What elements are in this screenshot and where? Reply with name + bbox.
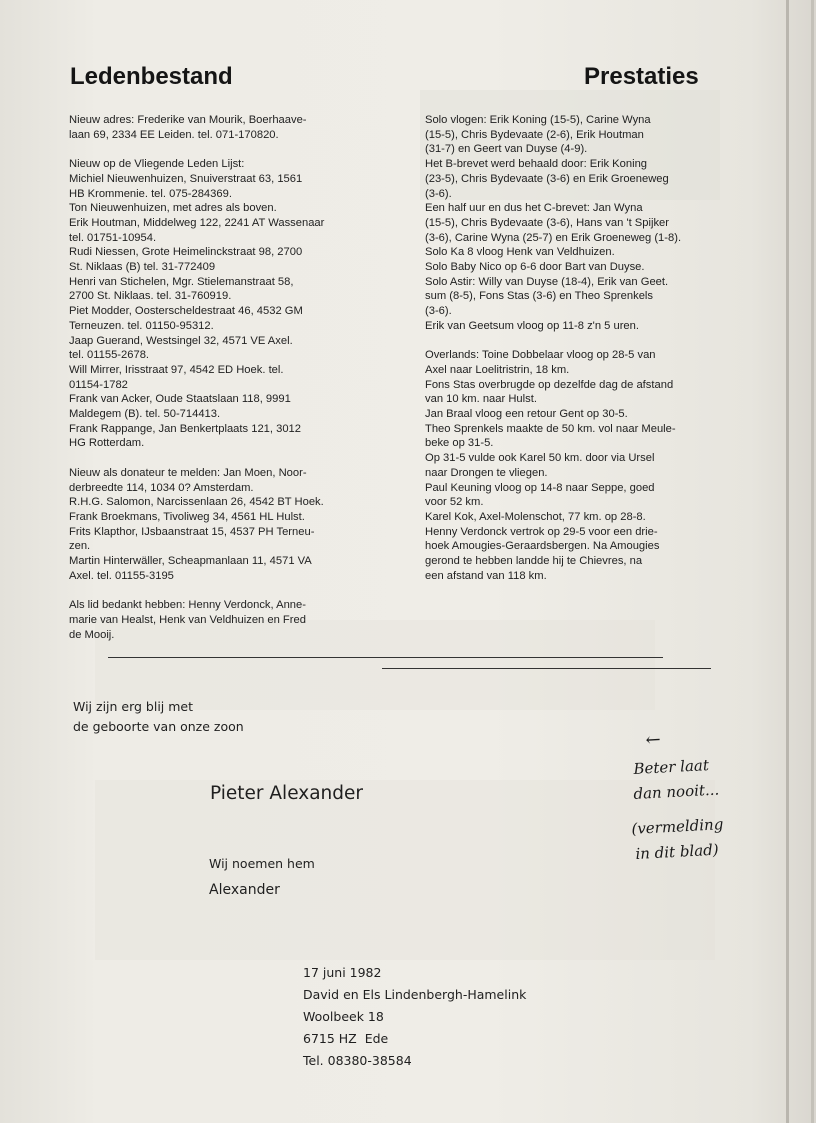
text-line: Frank Broekmans, Tivoliweg 34, 4561 HL Hulst. [69,510,305,523]
cross-country-paragraph [425,348,745,583]
text-line: Solo vlogen: Erik Koning (15-5), Carine Wyna [425,114,651,126]
handwritten-note-line: dan nooit... [633,780,720,803]
text-line: Nieuw als donateur te melden: Jan Moen, Noor- [69,466,307,479]
text-line: een afstand van 118 km. [425,569,547,582]
handwritten-arrow: ← [645,729,662,751]
text-line: de Mooij. [69,628,115,641]
text-line: hoek Amougies-Geraardsbergen. Na Amougies [425,540,660,553]
handwritten-note-line: (vermelding [631,815,724,838]
text-line: Jan Braal vloog een retour Gent op 30-5. [425,408,628,421]
text-line: tel. 01155-2678. [69,349,150,362]
text-line: (15-5), Chris Bydevaate (2-6), Erik Houtman [425,128,644,141]
birth-announcement-intro [73,697,244,737]
text-line: Solo Astir: Willy van Duyse (18-4), Erik van Geet. [425,275,669,288]
text-line: HG Rotterdam. [69,437,145,450]
text-line: Frits Klapthor, IJsbaanstraat 15, 4537 PH Terneu- [69,525,315,538]
text-line: sum (8-5), Fons Stas (3-6) en Theo Sprenkels [425,290,653,303]
call-name: Alexander [209,882,280,898]
new-donors-paragraph [69,466,375,584]
text-line: (3-6). [425,187,452,200]
text-line: beke op 31-5. [425,437,494,450]
resigned-members-paragraph [69,598,375,642]
text-line: Erik van Geetsum vloog op 11-8 z'n 5 uren. [425,319,639,332]
text-line: Piet Modder, Oosterscheldestraat 46, 4532 GM [69,305,303,318]
text-line: marie van Healst, Henk van Veldhuizen en Fred [69,613,306,626]
street-address: Woolbeek 18 [303,1009,384,1024]
birth-date: 17 juni 1982 [303,965,382,980]
separator-rule [108,657,663,658]
text-line: R.H.G. Salomon, Narcissenlaan 26, 4542 BT Hoek. [69,496,324,509]
announcement-footer [303,962,526,1072]
text-line: Karel Kok, Axel-Molenschot, 77 km. op 28-8. [425,510,646,523]
text-line: laan 69, 2334 EE Leiden. tel. 071-170820. [69,128,279,141]
text-line: 2700 St. Niklaas. tel. 31-760919. [69,290,232,303]
text-line: voor 52 km. [425,496,484,509]
text-line: Nieuw adres: Frederike van Mourik, Boerhaave- [69,114,307,126]
text-line: Nieuw op de Vliegende Leden Lijst: [69,158,245,171]
text-line: Martin Hinterwäller, Scheapmanlaan 11, 4571 VA [69,555,312,568]
text-line: (15-5), Chris Bydevaate (3-6), Hans van 't Spijker [425,216,670,229]
text-line: HB Krommenie. tel. 075-284369. [69,187,232,200]
text-line: Het B-brevet werd behaald door: Erik Koning [425,158,648,171]
text-line: derbreedte 114, 1034 0? Amsterdam. [69,481,254,494]
text-line: Een half uur en dus het C-brevet: Jan Wyna [425,202,643,215]
text-line: Maldegem (B). tel. 50-714413. [69,408,221,421]
text-line: Solo Baby Nico op 6-6 door Bart van Duyse. [425,261,645,274]
announcement-line: Wij zijn erg blij met [73,699,194,714]
text-line: Frank Rappange, Jan Benkertplaats 121, 3012 [69,422,301,435]
text-line: Terneuzen. tel. 01150-95312. [69,319,214,332]
postal-address: 6715 HZ Ede [303,1031,389,1046]
text-line: Axel. tel. 01155-3195 [69,569,174,582]
text-line: van 10 km. naar Hulst. [425,393,537,406]
text-line: (3-6). [425,305,452,318]
text-line: Paul Keuning vloog op 14-8 naar Seppe, goed [425,481,655,494]
text-line: Theo Sprenkels maakte de 50 km. vol naar Meule- [425,422,676,435]
section-heading-ledenbestand: Ledenbestand [70,63,233,90]
text-line: Solo Ka 8 vloog Henk van Veldhuizen. [425,246,615,259]
text-line: Henny Verdonck vertrok op 29-5 voor een drie- [425,525,658,538]
phone-number: Tel. 08380-38584 [303,1053,412,1068]
text-line: (3-6), Carine Wyna (25-7) en Erik Groeneweg (1-8). [425,231,682,244]
text-line: Axel naar Loelitristrin, 18 km. [425,363,570,376]
new-members-paragraph [69,157,375,451]
text-line: gerond te hebben landde hij te Chievres, na [425,555,643,568]
text-line: zen. [69,540,91,553]
text-line: Ton Nieuwenhuizen, met adres als boven. [69,202,277,215]
prestaties-column [425,113,745,598]
text-line: (31-7) en Geert van Duyse (4-9). [425,143,588,156]
parents-names: David en Els Lindenbergh-Hamelink [303,987,527,1002]
text-line: Henri van Stichelen, Mgr. Stielemanstraat 58, [69,275,294,288]
text-line: Erik Houtman, Middelweg 122, 2241 AT Wassenaar [69,216,325,229]
text-line: tel. 01751-10954. [69,231,157,244]
text-line: Rudi Niessen, Grote Heimelinckstraat 98, 2700 [69,246,303,259]
ledenbestand-column [69,113,375,657]
handwritten-note-line: in dit blad) [635,840,720,863]
text-line: 01154-1782 [69,378,128,391]
text-line: Op 31-5 vulde ook Karel 50 km. door via Ursel [425,452,655,465]
text-line: (23-5), Chris Bydevaate (3-6) en Erik Groeneweg [425,172,669,185]
text-line: Overlands: Toine Dobbelaar vloog op 28-5 van [425,349,656,362]
text-line: St. Niklaas (B) tel. 31-772409 [69,261,216,274]
separator-rule [382,668,711,669]
solo-flights-paragraph [425,113,745,334]
text-line: Frank van Acker, Oude Staatslaan 118, 9991 [69,393,291,406]
announcement-line: de geboorte van onze zoon [73,719,244,734]
text-line: Will Mirrer, Irisstraat 97, 4542 ED Hoek. tel. [69,363,284,376]
text-line: Als lid bedankt hebben: Henny Verdonck, Anne- [69,599,306,612]
handwritten-note-line: Beter laat [633,756,710,778]
announcement-line: Wij noemen hem [209,856,315,871]
text-line: Michiel Nieuwenhuizen, Snuiverstraat 63, 1561 [69,172,303,185]
text-line: Jaap Guerand, Westsingel 32, 4571 VE Axel. [69,334,293,347]
text-line: Fons Stas overbrugde op dezelfde dag de afstand [425,378,674,391]
text-line: naar Drongen te vliegen. [425,466,548,479]
section-heading-prestaties: Prestaties [584,63,699,90]
baby-name: Pieter Alexander [210,783,363,804]
new-address-paragraph [69,113,375,142]
